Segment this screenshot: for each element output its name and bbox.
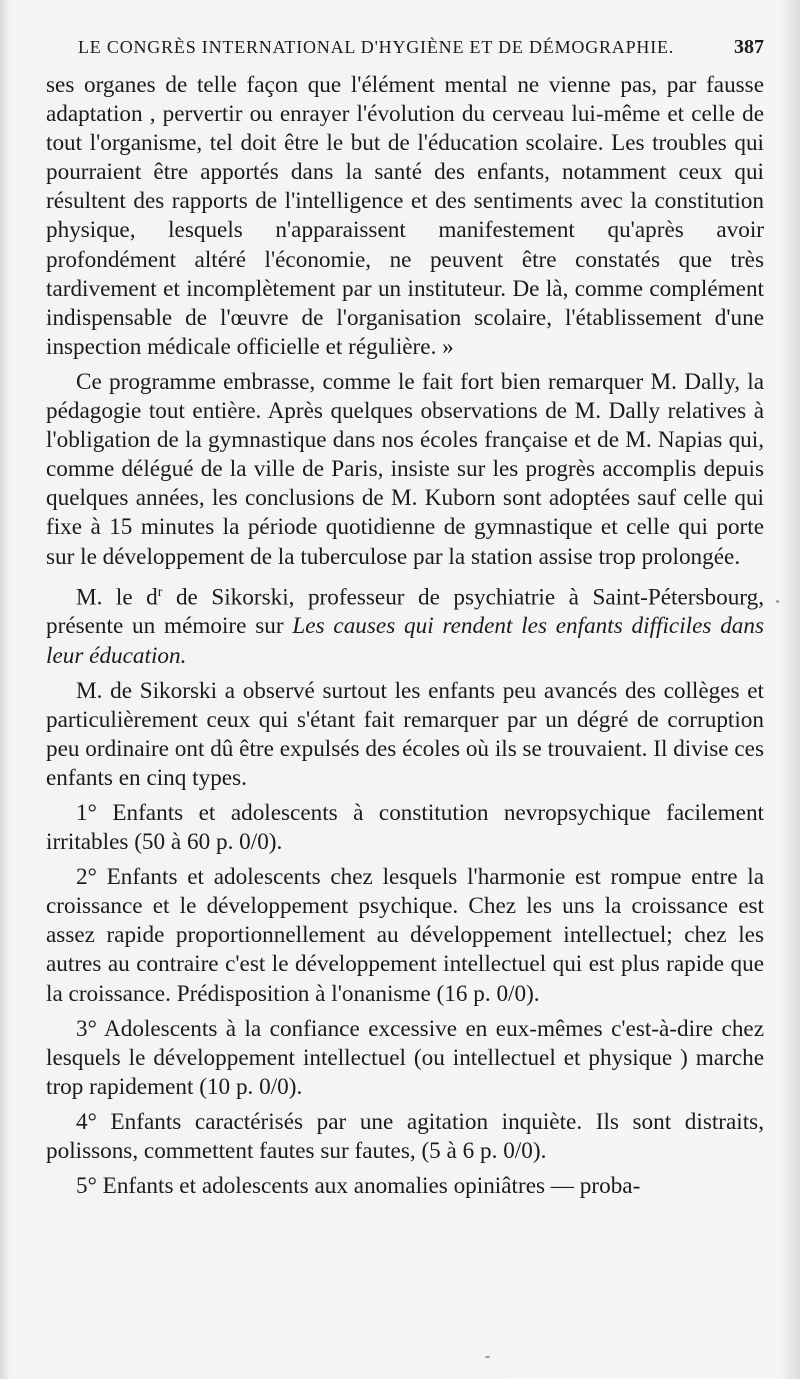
running-header: [46, 36, 764, 59]
text-after: de Sikorski, professeur de psychiatrie à Saint-Pétersbourg, présente un mémoire sur: [46, 584, 764, 640]
paragraph-continued: ses organes de telle façon que l'élément mental ne vienne pas, par fausse adaptation , pervertir ou enrayer l'évolution du cerveau lui-même et celle de tout l'organisme, tel doit être le but de l'éducation scolaire. Les troubles qui pourraient être apportés dans la santé des enfants, notamment ceux qui résultent des rapports de l'intelligence et des sentiments avec la constitution physique, lesquels n'apparaissent manifestement qu'après avoir profondément altéré l'économie, ne peuvent être constatés que très tardivement et incomplètement par un instituteur. De là, comme complément indispensable de l'œuvre de l'organisation scolaire, l'établissement d'une inspection médicale officielle et régulière. »: [46, 72, 764, 360]
page-body: [46, 71, 764, 1201]
paragraph-observation: M. de Sikorski a observé surtout les enfants peu avancés des collèges et particulièrement ceux qui s'étant fait remarquer par un dégré de corruption peu ordinaire ont dû être expulsés des écoles où ils se trouvaient. Il divise ces enfants en cinq types.: [46, 677, 764, 791]
paper-speck: [485, 1356, 490, 1358]
list-item-4: 4° Enfants caractérisés par une agitation inquiète. Ils sont distraits, polissons, commettent fautes sur fautes, (5 à 6 p. 0/0).: [46, 1108, 764, 1165]
doctor-abbrev-sup: r: [157, 584, 163, 600]
running-title: LE CONGRÈS INTERNATIONAL D'HYGIÈNE ET DE DÉMOGRAPHIE.: [78, 37, 675, 57]
list-item-3: 3° Adolescents à la confiance excessive en eux-mêmes c'est-à-dire chez lesquels le développement intellectuel (ou intellectuel et physique ) marche trop rapidement (10 p. 0/0).: [46, 1015, 764, 1100]
page-number: 387: [734, 36, 764, 58]
paragraph-programme: Ce programme embrasse, comme le fait fort bien remarquer M. Dally, la pédagogie tout entière. Après quelques observations de M. Dally relatives à l'obligation de la gymnastique dans nos écoles française et de M. Napias qui, comme délégué de la ville de Paris, insiste sur les progrès accomplis depuis quelques années, les conclusions de M. Kuborn sont adoptées sauf celle qui fixe à 15 minutes la période quotidienne de gymnastique et celle qui porte sur le développement de la tuberculose par la station assise trop prolongée.: [46, 368, 764, 570]
list-item-5: 5° Enfants et adolescents aux anomalies opiniâtres — proba-: [76, 1173, 641, 1200]
list-item-1: 1° Enfants et adolescents à constitution nevropsychique facilement irritables (50 à 60 p. 0/0).: [46, 799, 764, 856]
text-before: M. le d: [76, 584, 158, 611]
paragraph-sikorski-memoire: [46, 578, 764, 671]
memoire-title: Les causes qui rendent les enfants difficiles dans leur éducation.: [46, 613, 764, 669]
paper-speck: [776, 600, 779, 603]
list-item-2: 2° Enfants et adolescents chez lesquels l'harmonie est rompue entre la croissance et le développement psychique. Chez les uns la croissance est assez rapide proportionnellement au développement intellectuel; chez les autres au contraire c'est le développement intellectuel qui est plus rapide que la croissance. Prédisposition à l'onanisme (16 p. 0/0).: [46, 864, 764, 1007]
